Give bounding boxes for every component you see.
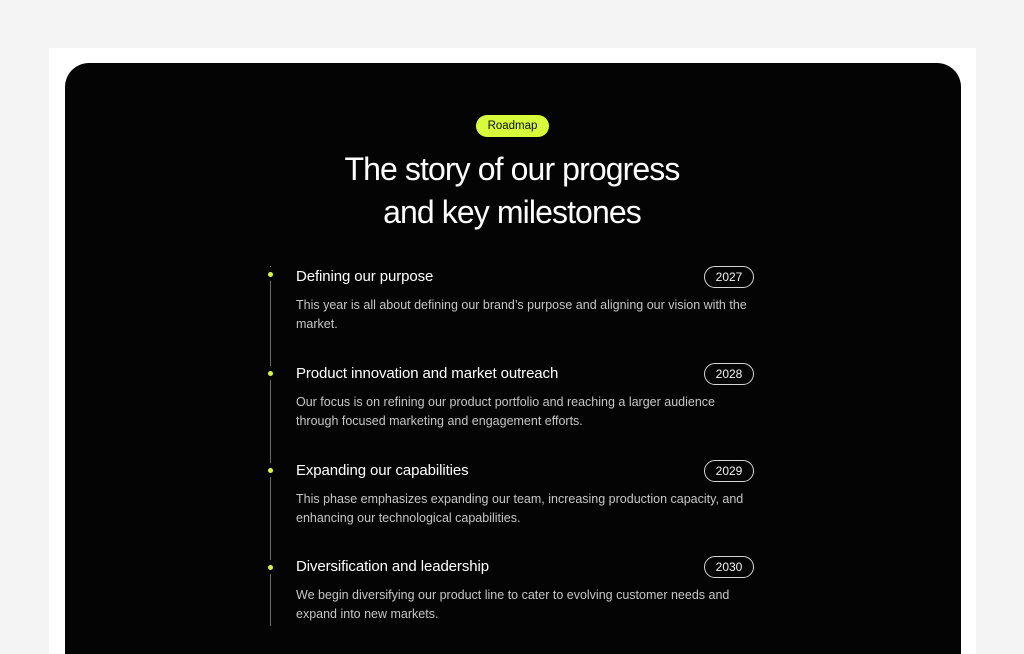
milestone-item xyxy=(296,363,756,431)
milestone-item xyxy=(296,460,756,528)
milestone-year-badge: 2028 xyxy=(704,363,754,385)
timeline-dot xyxy=(268,371,273,376)
milestone-item xyxy=(296,266,756,334)
roadmap-badge: Roadmap xyxy=(476,115,549,137)
milestone-description: We begin diversifying our product line to cater to evolving customer needs and expand into new markets. xyxy=(296,588,730,621)
section-title-line-2: and key milestones xyxy=(383,194,641,230)
milestone-year-badge: 2030 xyxy=(704,556,754,578)
milestone-year-badge: 2027 xyxy=(704,266,754,288)
milestone-description: This year is all about defining our brand’s purpose and aligning our vision with the market. xyxy=(296,298,747,331)
milestone-heading: Diversification and leadership xyxy=(296,558,489,575)
milestone-item xyxy=(296,556,756,624)
milestone-heading: Defining our purpose xyxy=(296,268,434,285)
milestone-year-badge: 2029 xyxy=(704,460,754,482)
timeline-dot xyxy=(268,272,273,277)
timeline-dot xyxy=(268,565,273,570)
section-title-line-1: The story of our progress xyxy=(344,151,680,187)
milestone-heading: Expanding our capabilities xyxy=(296,462,469,479)
section-title xyxy=(262,148,762,234)
milestone-heading: Product innovation and market outreach xyxy=(296,365,559,382)
milestone-description: This phase emphasizes expanding our team, increasing production capacity, and enhancing our technological capabilities. xyxy=(296,492,744,525)
milestone-description: Our focus is on refining our product portfolio and reaching a larger audience through focused marketing and engagement efforts. xyxy=(296,395,716,428)
timeline-dot xyxy=(268,468,273,473)
